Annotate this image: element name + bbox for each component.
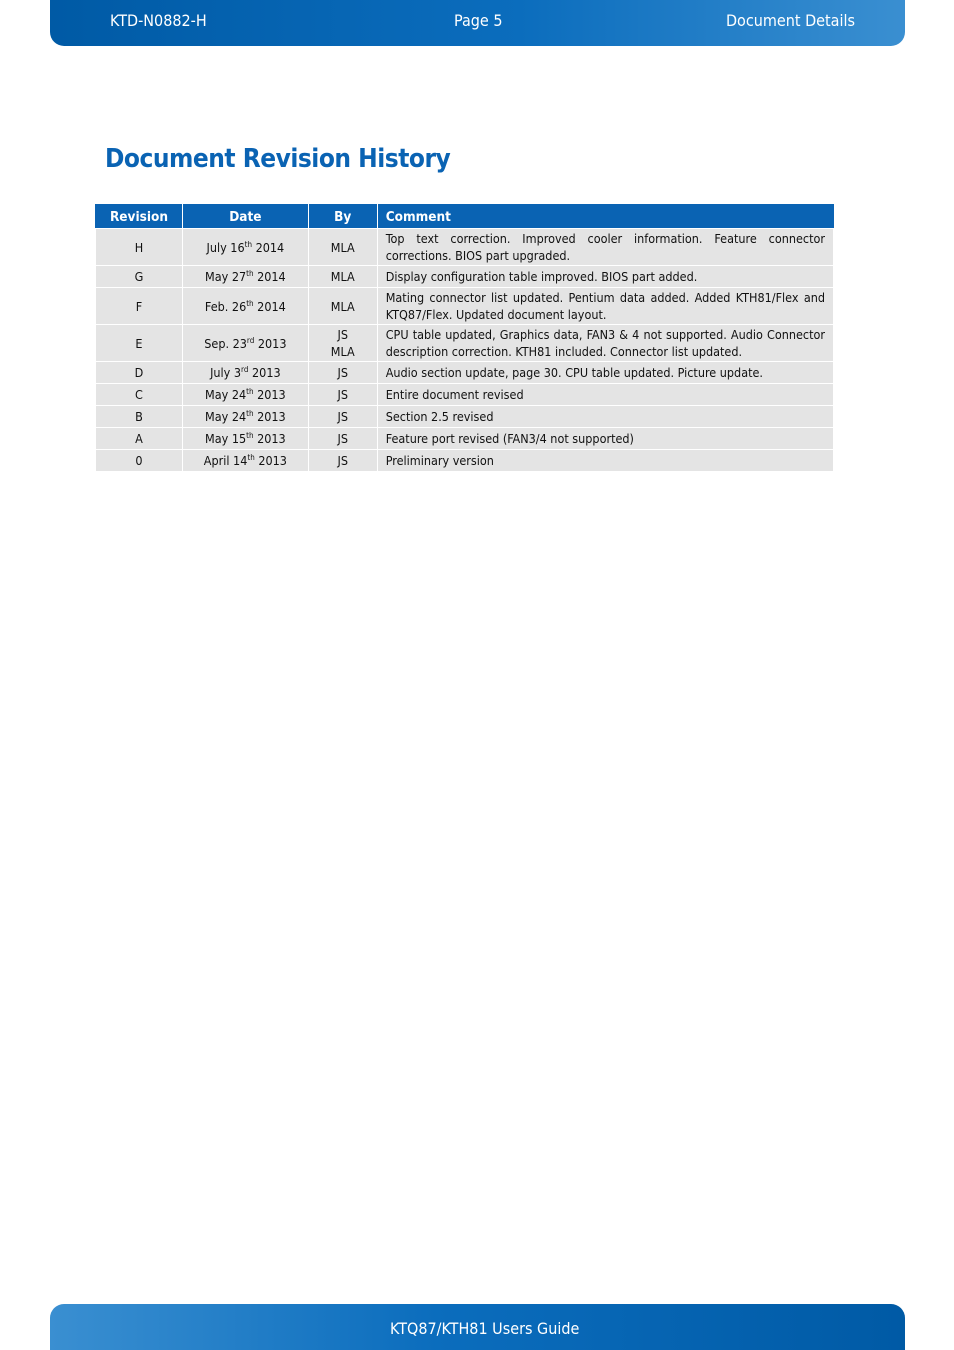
revision-cell: H [96, 229, 183, 266]
author-cell: JS [308, 362, 377, 384]
comment-cell: Section 2.5 revised [377, 406, 833, 428]
column-header-revision: Revision [96, 205, 183, 229]
date-cell: July 16th 2014 [182, 229, 308, 266]
comment-cell: Audio section update, page 30. CPU table updated. Picture update. [377, 362, 833, 384]
revision-cell: D [96, 362, 183, 384]
comment-cell: Entire document revised [377, 384, 833, 406]
column-header-comment: Comment [377, 205, 833, 229]
date-cell: May 27th 2014 [182, 266, 308, 288]
revision-cell: F [96, 288, 183, 325]
date-cell: Sep. 23rd 2013 [182, 325, 308, 362]
revision-table [95, 204, 834, 472]
page-title: Document Revision History [105, 144, 451, 174]
revision-cell: B [96, 406, 183, 428]
date-cell: May 15th 2013 [182, 428, 308, 450]
author-cell: JS [308, 406, 377, 428]
guide-title: KTQ87/KTH81 Users Guide [390, 1319, 580, 1338]
column-header-date: Date [182, 205, 308, 229]
revision-cell: A [96, 428, 183, 450]
table-row [96, 406, 834, 428]
table-row [96, 325, 834, 362]
date-cell: July 3rd 2013 [182, 362, 308, 384]
comment-cell: Mating connector list updated. Pentium data added. Added KTH81/Flex and KTQ87/Flex. Updated document layout. [377, 288, 833, 325]
author-cell: JS [308, 428, 377, 450]
author-cell: JS [308, 450, 377, 472]
page-number: Page 5 [454, 11, 503, 30]
table-row [96, 266, 834, 288]
table-row [96, 384, 834, 406]
footer-bar [50, 1304, 905, 1350]
author-cell: MLA [308, 288, 377, 325]
author-cell: MLA [308, 266, 377, 288]
table-row [96, 450, 834, 472]
date-cell: Feb. 26th 2014 [182, 288, 308, 325]
table-row [96, 362, 834, 384]
date-cell: May 24th 2013 [182, 384, 308, 406]
revision-cell: G [96, 266, 183, 288]
date-cell: April 14th 2013 [182, 450, 308, 472]
comment-cell: Top text correction. Improved cooler information. Feature connector corrections. BIOS part upgraded. [377, 229, 833, 266]
section-name: Document Details [725, 11, 855, 30]
author-cell: MLA [308, 229, 377, 266]
revision-cell: 0 [96, 450, 183, 472]
comment-cell: Preliminary version [377, 450, 833, 472]
revision-cell: E [96, 325, 183, 362]
table-row [96, 288, 834, 325]
author-cell: JS MLA [308, 325, 377, 362]
revision-cell: C [96, 384, 183, 406]
table-header-row [96, 205, 834, 229]
column-header-by: By [308, 205, 377, 229]
header-bar [50, 0, 905, 46]
comment-cell: Display configuration table improved. BIOS part added. [377, 266, 833, 288]
date-cell: May 24th 2013 [182, 406, 308, 428]
doc-id: KTD-N0882-H [110, 11, 207, 30]
table-row [96, 428, 834, 450]
comment-cell: CPU table updated, Graphics data, FAN3 & 4 not supported. Audio Connector description correction. KTH81 included. Connector list updated. [377, 325, 833, 362]
table-row [96, 229, 834, 266]
comment-cell: Feature port revised (FAN3/4 not supported) [377, 428, 833, 450]
author-cell: JS [308, 384, 377, 406]
